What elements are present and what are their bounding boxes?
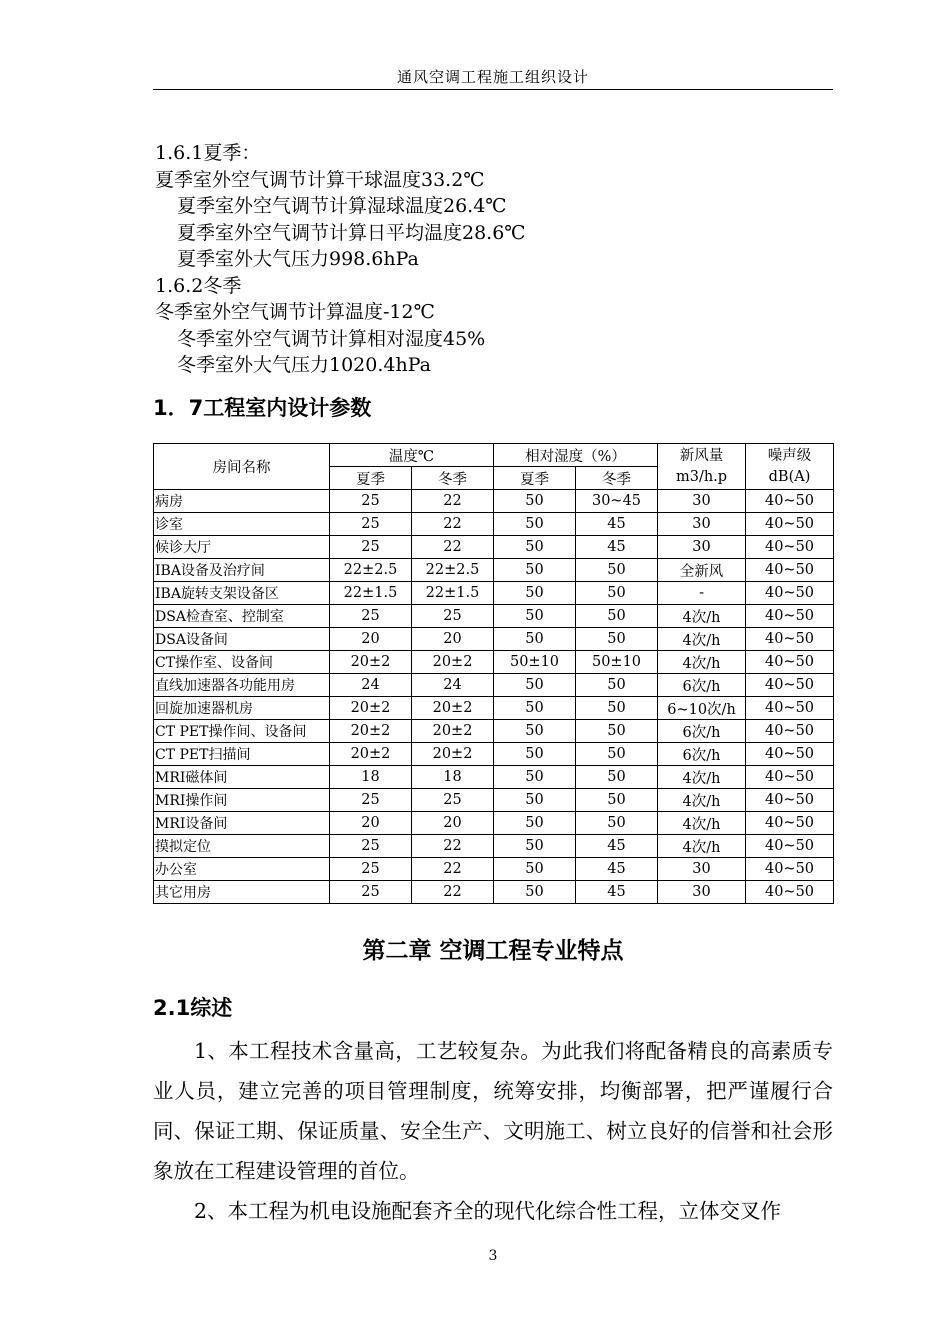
cell-humidity-summer: 50 (494, 674, 576, 697)
cell-humidity-summer: 50±10 (494, 651, 576, 674)
cell-humidity-summer: 50 (494, 582, 576, 605)
table-row (154, 766, 834, 789)
cell-temp-winter: 24 (412, 674, 494, 697)
cell-fresh-air: 4次/h (658, 766, 746, 789)
winter-humidity: 冬季室外空气调节计算相对湿度45% (177, 327, 486, 350)
cell-fresh-air: - (658, 582, 746, 605)
cell-temp-summer: 25 (330, 789, 412, 812)
cell-temp-winter: 20±2 (412, 720, 494, 743)
cell-room-name: 直线加速器各功能用房 (154, 674, 330, 697)
cell-temp-summer: 25 (330, 605, 412, 628)
cell-humidity-winter: 30~45 (576, 490, 658, 513)
table-row (154, 490, 834, 513)
cell-humidity-summer: 50 (494, 628, 576, 651)
header-humidity-summer: 夏季 (494, 467, 576, 490)
summer-dry-bulb: 夏季室外空气调节计算干球温度33.2℃ (155, 168, 485, 191)
cell-fresh-air: 30 (658, 513, 746, 536)
table-row (154, 605, 834, 628)
cell-noise: 40~50 (746, 835, 834, 858)
header-temp-winter: 冬季 (412, 467, 494, 490)
cell-noise: 40~50 (746, 536, 834, 559)
cell-humidity-winter: 50 (576, 743, 658, 766)
cell-noise: 40~50 (746, 881, 834, 904)
section-2-1-body (153, 1031, 833, 1231)
cell-temp-winter: 18 (412, 766, 494, 789)
winter-heading: 1.6.2冬季 (155, 274, 242, 297)
cell-temp-winter: 22±1.5 (412, 582, 494, 605)
header-humidity: 相对湿度（%） (494, 444, 658, 467)
cell-noise: 40~50 (746, 651, 834, 674)
page-number: 3 (488, 1248, 498, 1264)
cell-noise: 40~50 (746, 697, 834, 720)
cell-temp-summer: 25 (330, 490, 412, 513)
cell-humidity-summer: 50 (494, 812, 576, 835)
summer-daily-mean: 夏季室外空气调节计算日平均温度28.6℃ (177, 221, 526, 244)
table-row (154, 674, 834, 697)
cell-humidity-winter: 50 (576, 582, 658, 605)
cell-room-name: 病房 (154, 490, 330, 513)
table-row (154, 536, 834, 559)
cell-humidity-winter: 50 (576, 812, 658, 835)
header-divider (153, 89, 833, 90)
table-row (154, 697, 834, 720)
cell-humidity-summer: 50 (494, 513, 576, 536)
table-row (154, 559, 834, 582)
header-noise: 噪声级 dB(A) (746, 444, 834, 490)
cell-temp-summer: 18 (330, 766, 412, 789)
cell-room-name: 诊室 (154, 513, 330, 536)
table-row (154, 651, 834, 674)
cell-fresh-air: 6次/h (658, 674, 746, 697)
cell-fresh-air: 30 (658, 490, 746, 513)
cell-fresh-air: 6次/h (658, 720, 746, 743)
cell-temp-summer: 25 (330, 835, 412, 858)
cell-humidity-winter: 50 (576, 605, 658, 628)
cell-fresh-air: 4次/h (658, 628, 746, 651)
cell-noise: 40~50 (746, 674, 834, 697)
cell-noise: 40~50 (746, 559, 834, 582)
cell-fresh-air: 6次/h (658, 743, 746, 766)
cell-temp-winter: 22 (412, 881, 494, 904)
cell-temp-summer: 20±2 (330, 651, 412, 674)
cell-temp-winter: 22 (412, 835, 494, 858)
cell-noise: 40~50 (746, 766, 834, 789)
cell-room-name: DSA设备间 (154, 628, 330, 651)
cell-noise: 40~50 (746, 582, 834, 605)
cell-temp-summer: 25 (330, 536, 412, 559)
table-body (154, 490, 834, 904)
cell-humidity-summer: 50 (494, 743, 576, 766)
chapter-title: 第二章 空调工程专业特点 (362, 938, 624, 964)
cell-temp-summer: 25 (330, 513, 412, 536)
cell-temp-winter: 22 (412, 490, 494, 513)
table-row (154, 789, 834, 812)
cell-humidity-summer: 50 (494, 789, 576, 812)
cell-temp-summer: 22±1.5 (330, 582, 412, 605)
cell-room-name: CT PET扫描间 (154, 743, 330, 766)
cell-temp-winter: 20±2 (412, 651, 494, 674)
section-heading-2-1: 2.1综述 (153, 996, 233, 1020)
cell-temp-winter: 20±2 (412, 743, 494, 766)
cell-temp-summer: 20±2 (330, 743, 412, 766)
cell-temp-winter: 22 (412, 536, 494, 559)
cell-room-name: CT PET操作间、设备间 (154, 720, 330, 743)
summer-pressure: 夏季室外大气压力998.6hPa (177, 248, 419, 270)
cell-temp-winter: 20±2 (412, 697, 494, 720)
cell-noise: 40~50 (746, 513, 834, 536)
table-row (154, 812, 834, 835)
cell-temp-summer: 20±2 (330, 720, 412, 743)
cell-temp-summer: 22±2.5 (330, 559, 412, 582)
climate-parameters (155, 140, 835, 379)
cell-temp-winter: 25 (412, 789, 494, 812)
cell-humidity-winter: 45 (576, 835, 658, 858)
cell-temp-winter: 20 (412, 628, 494, 651)
cell-room-name: MRI磁体间 (154, 766, 330, 789)
cell-fresh-air: 30 (658, 881, 746, 904)
page-header-title: 通风空调工程施工组织设计 (396, 68, 589, 86)
cell-humidity-winter: 45 (576, 536, 658, 559)
cell-humidity-winter: 50 (576, 559, 658, 582)
cell-humidity-winter: 50 (576, 628, 658, 651)
header-room-name: 房间名称 (154, 444, 330, 490)
cell-temp-summer: 20 (330, 812, 412, 835)
cell-humidity-summer: 50 (494, 720, 576, 743)
header-fresh-air: 新风量 m3/h.p (658, 444, 746, 490)
section-heading-1-7: 1．7工程室内设计参数 (153, 396, 372, 420)
cell-temp-summer: 20 (330, 628, 412, 651)
cell-humidity-summer: 50 (494, 559, 576, 582)
cell-room-name: 办公室 (154, 858, 330, 881)
table-row (154, 743, 834, 766)
cell-humidity-winter: 45 (576, 881, 658, 904)
table-row (154, 858, 834, 881)
cell-temp-winter: 22±2.5 (412, 559, 494, 582)
header-temperature: 温度℃ (330, 444, 494, 467)
cell-humidity-winter: 45 (576, 513, 658, 536)
cell-humidity-winter: 50 (576, 789, 658, 812)
cell-humidity-winter: 50±10 (576, 651, 658, 674)
paragraph: 1、本工程技术含量高，工艺较复杂。为此我们将配备精良的高素质专业人员，建立完善的项目管理制度，统筹安排，均衡部署，把严谨履行合同、保证工期、保证质量、安全生产、文明施工、树立良好的信誉和社会形象放在工程建设管理的首位。 (153, 1039, 833, 1183)
cell-noise: 40~50 (746, 858, 834, 881)
cell-room-name: 回旋加速器机房 (154, 697, 330, 720)
cell-room-name: MRI操作间 (154, 789, 330, 812)
winter-temperature: 冬季室外空气调节计算温度-12℃ (155, 301, 435, 323)
cell-humidity-summer: 50 (494, 605, 576, 628)
cell-humidity-summer: 50 (494, 536, 576, 559)
cell-temp-summer: 25 (330, 858, 412, 881)
cell-fresh-air: 4次/h (658, 835, 746, 858)
cell-temp-winter: 22 (412, 858, 494, 881)
cell-humidity-summer: 50 (494, 858, 576, 881)
winter-pressure: 冬季室外大气压力1020.4hPa (177, 354, 431, 376)
cell-noise: 40~50 (746, 628, 834, 651)
cell-temp-winter: 22 (412, 513, 494, 536)
cell-humidity-summer: 50 (494, 490, 576, 513)
cell-room-name: 其它用房 (154, 881, 330, 904)
cell-humidity-winter: 45 (576, 858, 658, 881)
indoor-design-parameters-table (153, 443, 834, 904)
cell-fresh-air: 6~10次/h (658, 697, 746, 720)
cell-fresh-air: 4次/h (658, 605, 746, 628)
table-row (154, 513, 834, 536)
cell-noise: 40~50 (746, 789, 834, 812)
cell-fresh-air: 全新风 (658, 559, 746, 582)
paragraph: 2、本工程为机电设施配套齐全的现代化综合性工程，立体交叉作 (194, 1199, 782, 1223)
cell-noise: 40~50 (746, 605, 834, 628)
cell-humidity-summer: 50 (494, 766, 576, 789)
cell-room-name: 摸拟定位 (154, 835, 330, 858)
cell-room-name: IBA设备及治疗间 (154, 559, 330, 582)
cell-noise: 40~50 (746, 743, 834, 766)
cell-room-name: CT操作室、设备间 (154, 651, 330, 674)
cell-humidity-summer: 50 (494, 881, 576, 904)
cell-humidity-winter: 50 (576, 674, 658, 697)
cell-fresh-air: 30 (658, 536, 746, 559)
table-row (154, 720, 834, 743)
cell-temp-winter: 20 (412, 812, 494, 835)
cell-room-name: MRI设备间 (154, 812, 330, 835)
cell-temp-summer: 20±2 (330, 697, 412, 720)
summer-wet-bulb: 夏季室外空气调节计算湿球温度26.4℃ (177, 195, 507, 217)
cell-humidity-summer: 50 (494, 697, 576, 720)
cell-room-name: DSA检查室、控制室 (154, 605, 330, 628)
header-temp-summer: 夏季 (330, 467, 412, 490)
summer-heading: 1.6.1夏季： (155, 142, 261, 164)
cell-fresh-air: 4次/h (658, 651, 746, 674)
cell-noise: 40~50 (746, 720, 834, 743)
cell-humidity-summer: 50 (494, 835, 576, 858)
table-row (154, 582, 834, 605)
cell-noise: 40~50 (746, 490, 834, 513)
table-row (154, 835, 834, 858)
cell-humidity-winter: 50 (576, 697, 658, 720)
cell-noise: 40~50 (746, 812, 834, 835)
table-row (154, 881, 834, 904)
cell-humidity-winter: 50 (576, 766, 658, 789)
cell-temp-summer: 25 (330, 881, 412, 904)
cell-humidity-winter: 50 (576, 720, 658, 743)
cell-temp-summer: 24 (330, 674, 412, 697)
cell-fresh-air: 4次/h (658, 789, 746, 812)
table-row (154, 628, 834, 651)
cell-fresh-air: 30 (658, 858, 746, 881)
cell-fresh-air: 4次/h (658, 812, 746, 835)
cell-room-name: IBA旋转支架设备区 (154, 582, 330, 605)
cell-room-name: 候诊大厅 (154, 536, 330, 559)
header-humidity-winter: 冬季 (576, 467, 658, 490)
cell-temp-winter: 25 (412, 605, 494, 628)
